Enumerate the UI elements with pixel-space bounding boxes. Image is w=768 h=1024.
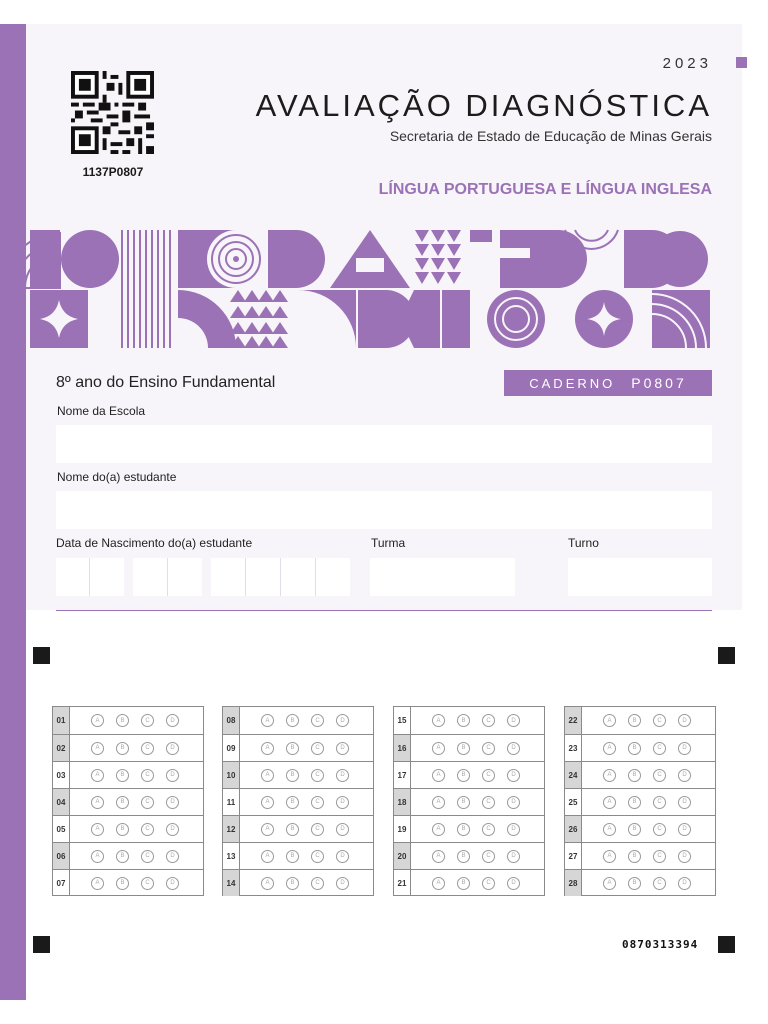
answer-row xyxy=(223,869,373,896)
answer-bubble[interactable]: B xyxy=(628,714,641,727)
answer-bubble[interactable]: D xyxy=(678,877,691,890)
answer-bubble[interactable]: C xyxy=(141,796,154,809)
answer-bubble[interactable]: A xyxy=(603,796,616,809)
question-number: 01 xyxy=(53,707,70,734)
answer-bubble[interactable]: B xyxy=(628,823,641,836)
answer-bubble[interactable]: D xyxy=(336,823,349,836)
answer-bubble[interactable]: C xyxy=(653,877,666,890)
answer-bubble[interactable]: A xyxy=(261,769,274,782)
answer-bubble[interactable]: C xyxy=(311,742,324,755)
student-name-field[interactable] xyxy=(56,491,712,529)
answer-bubble[interactable]: C xyxy=(141,877,154,890)
answer-bubble[interactable]: B xyxy=(628,877,641,890)
answer-bubble[interactable]: D xyxy=(678,796,691,809)
shift-field[interactable] xyxy=(568,558,712,596)
answer-row xyxy=(565,842,715,869)
birthdate-year-2[interactable] xyxy=(246,558,281,596)
class-field[interactable] xyxy=(370,558,515,596)
birthdate-day-1[interactable] xyxy=(56,558,90,596)
answer-bubble[interactable]: D xyxy=(336,850,349,863)
answer-bubble[interactable]: B xyxy=(628,850,641,863)
question-number: 17 xyxy=(394,762,411,788)
answer-bubble[interactable]: C xyxy=(653,850,666,863)
question-number: 20 xyxy=(394,843,411,869)
answer-bubble[interactable]: C xyxy=(653,796,666,809)
birthdate-label: Data de Nascimento do(a) estudante xyxy=(56,536,253,550)
question-number: 27 xyxy=(565,843,582,869)
answer-bubble[interactable]: A xyxy=(91,823,104,836)
question-number: 14 xyxy=(223,870,240,896)
answer-row xyxy=(565,869,715,896)
question-number: 19 xyxy=(394,816,411,842)
caderno-badge xyxy=(504,370,712,396)
question-number: 12 xyxy=(223,816,240,842)
answer-bubble[interactable]: D xyxy=(507,823,520,836)
answer-row xyxy=(394,761,544,788)
corner-mark xyxy=(736,57,747,68)
answer-bubble[interactable]: D xyxy=(507,769,520,782)
answer-bubble[interactable]: D xyxy=(507,877,520,890)
answer-bubble[interactable]: D xyxy=(678,769,691,782)
answer-row xyxy=(565,707,715,734)
answer-row xyxy=(223,734,373,761)
answer-bubble[interactable]: C xyxy=(482,769,495,782)
answer-bubble[interactable]: A xyxy=(432,823,445,836)
answer-row xyxy=(53,842,203,869)
answer-bubble[interactable]: B xyxy=(457,796,470,809)
birthdate-month-1[interactable] xyxy=(133,558,168,596)
answer-bubble[interactable]: B xyxy=(628,769,641,782)
answer-bubble[interactable]: C xyxy=(482,742,495,755)
page-subtitle: Secretaria de Estado de Educação de Minas Gerais xyxy=(389,128,712,144)
year: 2023 xyxy=(662,55,712,72)
answer-bubble[interactable]: D xyxy=(336,769,349,782)
answer-bubble[interactable]: D xyxy=(166,823,179,836)
answer-bubble[interactable]: D xyxy=(678,850,691,863)
qr-code-text: 1137P0807 xyxy=(82,165,144,179)
answer-bubble[interactable]: C xyxy=(653,714,666,727)
answer-bubble[interactable]: A xyxy=(261,714,274,727)
answer-row xyxy=(565,815,715,842)
answer-bubble[interactable]: D xyxy=(336,742,349,755)
answer-row xyxy=(53,815,203,842)
answer-bubble[interactable]: D xyxy=(166,742,179,755)
answer-bubble[interactable]: C xyxy=(653,742,666,755)
answer-bubble[interactable]: B xyxy=(286,823,299,836)
answer-row xyxy=(53,734,203,761)
question-number: 16 xyxy=(394,735,411,761)
question-number: 24 xyxy=(565,762,582,788)
question-number: 08 xyxy=(223,707,240,734)
answer-bubble[interactable]: D xyxy=(336,877,349,890)
answer-row xyxy=(223,815,373,842)
question-number: 05 xyxy=(53,816,70,842)
answer-bubble[interactable]: D xyxy=(336,714,349,727)
page-title: AVALIAÇÃO DIAGNÓSTICA xyxy=(255,88,712,123)
answer-bubble[interactable]: A xyxy=(603,769,616,782)
answer-bubble[interactable]: B xyxy=(286,769,299,782)
answer-bubble[interactable]: D xyxy=(166,796,179,809)
answer-bubble[interactable]: A xyxy=(603,850,616,863)
answer-bubble[interactable]: C xyxy=(141,714,154,727)
class-label: Turma xyxy=(371,536,406,550)
answer-bubble[interactable]: A xyxy=(603,714,616,727)
question-number: 28 xyxy=(565,870,582,896)
registration-mark xyxy=(33,936,50,953)
answer-bubble[interactable]: C xyxy=(311,823,324,836)
answer-row xyxy=(394,788,544,815)
school-name-label: Nome da Escola xyxy=(57,404,146,418)
answer-bubble[interactable]: A xyxy=(261,850,274,863)
question-number: 10 xyxy=(223,762,240,788)
answer-bubble[interactable]: D xyxy=(166,877,179,890)
answer-bubble[interactable]: D xyxy=(507,714,520,727)
barcode-number: 0870313394 xyxy=(622,938,699,951)
answer-bubble[interactable]: B xyxy=(116,769,129,782)
answer-row xyxy=(394,707,544,734)
answer-row xyxy=(394,842,544,869)
question-number: 15 xyxy=(394,707,411,734)
question-number: 23 xyxy=(565,735,582,761)
question-number: 03 xyxy=(53,762,70,788)
answer-bubble[interactable]: C xyxy=(311,769,324,782)
answer-bubble[interactable]: B xyxy=(457,769,470,782)
answer-bubble[interactable]: D xyxy=(166,714,179,727)
birthdate-year-3[interactable] xyxy=(281,558,316,596)
answer-bubble[interactable]: B xyxy=(286,714,299,727)
answer-bubble[interactable]: C xyxy=(141,850,154,863)
subject-title: LÍNGUA PORTUGUESA E LÍNGUA INGLESA xyxy=(378,181,712,198)
answer-bubble[interactable]: C xyxy=(482,714,495,727)
answer-bubble[interactable]: A xyxy=(603,742,616,755)
answer-row xyxy=(223,842,373,869)
answer-grid xyxy=(393,706,545,896)
question-number: 06 xyxy=(53,843,70,869)
answer-bubble[interactable]: D xyxy=(507,796,520,809)
answer-bubble[interactable]: A xyxy=(432,796,445,809)
answer-bubble[interactable]: B xyxy=(628,796,641,809)
answer-bubble[interactable]: B xyxy=(457,823,470,836)
answer-bubble[interactable]: B xyxy=(116,742,129,755)
answer-bubble[interactable]: D xyxy=(507,850,520,863)
answer-grid xyxy=(222,706,374,896)
answer-bubble[interactable]: D xyxy=(166,769,179,782)
answer-bubble[interactable]: A xyxy=(432,769,445,782)
birthdate-day-2[interactable] xyxy=(90,558,124,596)
answer-bubble[interactable]: B xyxy=(286,877,299,890)
question-number: 25 xyxy=(565,789,582,815)
registration-mark xyxy=(33,647,50,664)
answer-bubble[interactable]: B xyxy=(116,796,129,809)
answer-row xyxy=(53,788,203,815)
answer-bubble[interactable]: C xyxy=(482,877,495,890)
answer-bubble[interactable]: A xyxy=(261,742,274,755)
caderno-label: CADERNO xyxy=(529,375,616,391)
answer-bubble[interactable]: C xyxy=(311,850,324,863)
answer-bubble[interactable]: C xyxy=(482,796,495,809)
answer-bubble[interactable]: C xyxy=(141,823,154,836)
qr-code-icon xyxy=(71,71,154,154)
answer-row xyxy=(53,761,203,788)
answer-row xyxy=(223,707,373,734)
shift-label: Turno xyxy=(568,536,599,550)
answer-bubble[interactable]: A xyxy=(91,769,104,782)
answer-bubble[interactable]: D xyxy=(336,796,349,809)
answer-row xyxy=(394,734,544,761)
answer-bubble[interactable]: D xyxy=(678,714,691,727)
question-number: 04 xyxy=(53,789,70,815)
answer-bubble[interactable]: A xyxy=(432,714,445,727)
question-number: 07 xyxy=(53,870,70,896)
question-number: 02 xyxy=(53,735,70,761)
answer-bubble[interactable]: C xyxy=(482,850,495,863)
answer-bubble[interactable]: C xyxy=(311,796,324,809)
answer-bubble[interactable]: B xyxy=(116,823,129,836)
answer-bubble[interactable]: B xyxy=(457,850,470,863)
birthdate-year-4[interactable] xyxy=(316,558,350,596)
answer-row xyxy=(53,707,203,734)
school-name-field[interactable] xyxy=(56,425,712,463)
answer-row xyxy=(394,869,544,896)
answer-bubble[interactable]: C xyxy=(482,823,495,836)
answer-row xyxy=(223,788,373,815)
answer-bubble[interactable]: B xyxy=(457,877,470,890)
answer-bubble[interactable]: B xyxy=(286,796,299,809)
answer-bubble[interactable]: D xyxy=(507,742,520,755)
answer-bubble[interactable]: D xyxy=(678,823,691,836)
answer-bubble[interactable]: A xyxy=(91,742,104,755)
answer-bubble[interactable]: B xyxy=(457,742,470,755)
question-number: 09 xyxy=(223,735,240,761)
question-number: 11 xyxy=(223,789,240,815)
answer-bubble[interactable]: A xyxy=(91,714,104,727)
grade-label: 8º ano do Ensino Fundamental xyxy=(56,374,276,391)
answer-bubble[interactable]: D xyxy=(166,850,179,863)
answer-bubble[interactable]: A xyxy=(91,850,104,863)
answer-bubble[interactable]: B xyxy=(116,714,129,727)
answer-row xyxy=(394,815,544,842)
registration-mark xyxy=(718,936,735,953)
answer-bubble[interactable]: B xyxy=(116,877,129,890)
question-number: 13 xyxy=(223,843,240,869)
answer-bubble[interactable]: C xyxy=(653,769,666,782)
answer-bubble[interactable]: B xyxy=(116,850,129,863)
answer-bubble[interactable]: C xyxy=(653,823,666,836)
answer-bubble[interactable]: A xyxy=(432,877,445,890)
answer-row xyxy=(565,761,715,788)
answer-bubble[interactable]: C xyxy=(311,877,324,890)
student-name-label: Nome do(a) estudante xyxy=(57,470,177,484)
answer-bubble[interactable]: D xyxy=(678,742,691,755)
answer-bubble[interactable]: A xyxy=(261,796,274,809)
registration-mark xyxy=(718,647,735,664)
divider xyxy=(56,610,712,611)
answer-bubble[interactable]: B xyxy=(628,742,641,755)
birthdate-month-2[interactable] xyxy=(168,558,202,596)
answer-grid xyxy=(564,706,716,896)
answer-bubble[interactable]: A xyxy=(91,796,104,809)
answer-row xyxy=(565,788,715,815)
question-number: 21 xyxy=(394,870,411,896)
answer-bubble[interactable]: A xyxy=(603,823,616,836)
answer-row xyxy=(53,869,203,896)
answer-bubble[interactable]: C xyxy=(141,742,154,755)
answer-row xyxy=(565,734,715,761)
decorative-pattern xyxy=(0,228,712,350)
birthdate-year-1[interactable] xyxy=(211,558,246,596)
answer-bubble[interactable]: B xyxy=(286,850,299,863)
question-number: 22 xyxy=(565,707,582,734)
answer-bubble[interactable]: A xyxy=(261,823,274,836)
answer-grid xyxy=(52,706,204,896)
question-number: 26 xyxy=(565,816,582,842)
answer-bubble[interactable]: A xyxy=(432,742,445,755)
caderno-code: P0807 xyxy=(631,375,687,391)
question-number: 18 xyxy=(394,789,411,815)
answer-bubble[interactable]: C xyxy=(311,714,324,727)
answer-bubble[interactable]: B xyxy=(286,742,299,755)
answer-bubble[interactable]: C xyxy=(141,769,154,782)
answer-row xyxy=(223,761,373,788)
answer-bubble[interactable]: A xyxy=(603,877,616,890)
answer-bubble[interactable]: B xyxy=(457,714,470,727)
answer-bubble[interactable]: A xyxy=(91,877,104,890)
answer-bubble[interactable]: A xyxy=(261,877,274,890)
answer-bubble[interactable]: A xyxy=(432,850,445,863)
side-color-bar xyxy=(0,24,26,1000)
